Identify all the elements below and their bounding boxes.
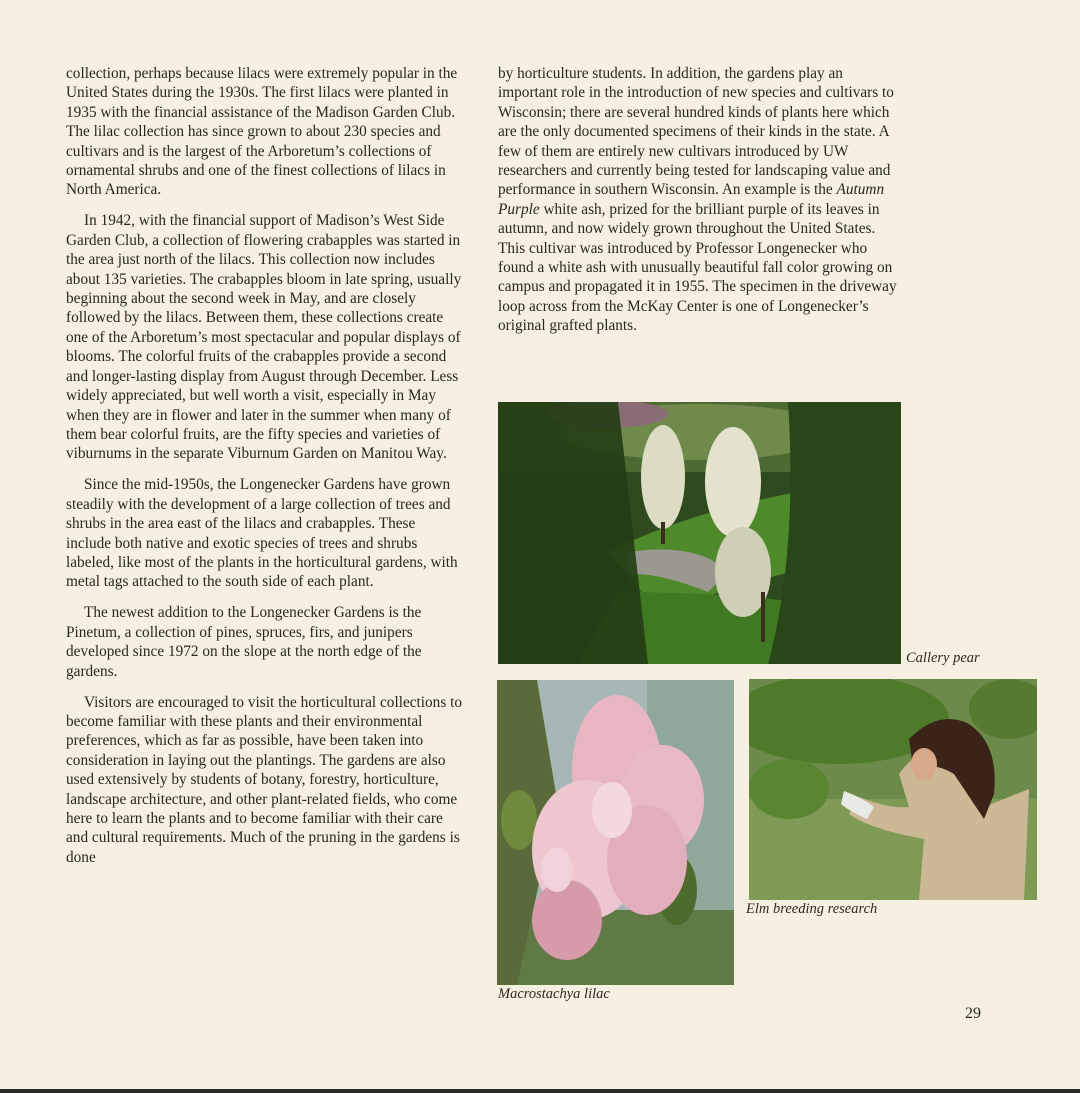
photo-caption-macrostachya-lilac: Macrostachya lilac [498, 986, 610, 1002]
macrostachya-lilac-photo [497, 680, 734, 985]
paragraph: The newest addition to the Longenecker Gardens is the Pinetum, a collection of pines, spruces, firs, and junipers developed since 1972 on the slope at the north edge of the gardens. [66, 604, 422, 680]
paragraph: In 1942, with the financial support of Madison’s West Side Garden Club, a collection of flowering crabapples was started in the area just north of the lilacs. This collection now includes about 135 varieties. The crabapples bloom in late spring, usually beginning about the second week in May, and are closely followed by the lilacs. Between them, these collections create one of the Arboretum’s most spectacular and popular displays of blooms. The colorful fruits of the crabapples provide a second and longer-lasting display from August through December. Less widely appreciated, but well worth a visit, especially in May when they are in flower and later in the summer when many of them bear colorful fruits, are the fifty species and varieties of viburnums in the separate Viburnum Garden on Manitou Way. [66, 212, 462, 463]
photo-caption-elm-breeding: Elm breeding research [746, 901, 878, 917]
paragraph: collection, perhaps because lilacs were extremely popular in the United States during the 1930s. The first lilacs were planted in 1935 with the financial assistance of the Madison Garden Club. The lilac collection has since grown to about 230 species and cultivars and is the largest of the Arboretum’s collections of ornamental shrubs and one of the finest collections of lilacs in North America. [66, 65, 458, 199]
callery-pear-photo [498, 402, 901, 664]
paragraph [498, 64, 900, 336]
elm-breeding-research-photo [749, 679, 1037, 900]
paragraph: Visitors are encouraged to visit the horticultural collections to become familiar with these plants and their environmental preferences, which as far as possible, have been taken into consideration in laying out the plantings. The gardens are also used extensively by students of botany, forestry, horticulture, landscape architecture, and other plant-related fields, who come here to learn the plants and to become familiar with their care and cultural requirements. Much of the pruning in the gardens is done [66, 693, 463, 866]
cultivar-name: Autumn Purple [498, 181, 885, 218]
paragraph-text: by horticulture students. In addition, the gardens play an important role in the introduction of new species and cultivars to Wisconsin; there are several hundred kinds of plants here which are the only documented specimens of their kinds in the state. A few of them are entirely new cultivars introduced by UW researchers and currently being tested for landscaping value and performance in southern Wisconsin. An example is the [498, 65, 894, 199]
photo-caption-callery-pear: Callery pear [906, 650, 980, 666]
page-number: 29 [965, 1005, 981, 1022]
paragraph: Since the mid-1950s, the Longenecker Gardens have grown steadily with the development of a large collection of trees and shrubs in the area east of the lilacs and crabapples. These include both native and exotic species of trees and shrubs labeled, like most of the plants in the horticultural gardens, with metal tags attached to the south side of each plant. [66, 476, 458, 591]
page-bottom-edge [0, 1089, 1080, 1093]
left-text-column [66, 64, 464, 879]
paragraph-text: white ash, prized for the brilliant purple of its leaves in autumn, and now widely grown throughout the United States. This cultivar was introduced by Professor Longenecker who found a white ash with unusually beautiful fall color growing on campus and propagated it in 1955. The specimen in the driveway loop across from the McKay Center is one of Longenecker’s original grafted plants. [498, 200, 897, 335]
right-text-column [498, 64, 900, 347]
